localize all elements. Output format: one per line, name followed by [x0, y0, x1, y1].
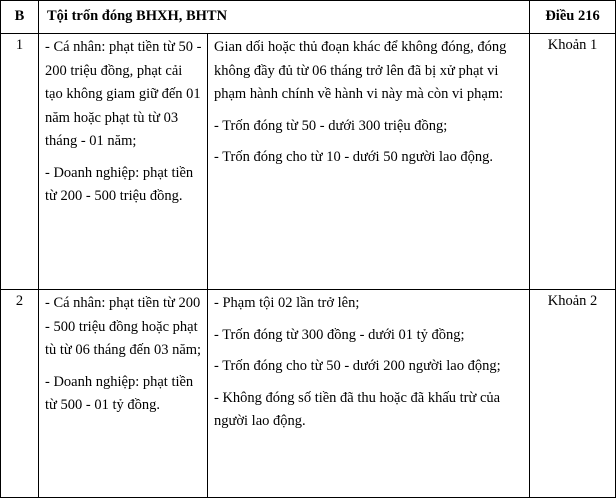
header-title: Tội trốn đóng BHXH, BHTN	[39, 1, 530, 34]
penalty-line: - Cá nhân: phạt tiền từ 200 - 500 triệu đồng hoặc phạt tù từ 06 tháng đến 03 năm;	[45, 295, 202, 358]
violation-line: - Phạm tội 02 lần trở lên;	[214, 295, 360, 311]
penalty-cell	[39, 34, 208, 290]
clause-cell: Khoản 2	[530, 290, 616, 498]
header-col-letter: B	[1, 1, 39, 34]
clause-cell: Khoản 1	[530, 34, 616, 290]
penalty-line: - Cá nhân: phạt tiền từ 50 - 200 triệu đồng, phạt cải tạo không giam giữ đến 01 năm hoặc phạt tù từ 03 tháng - 01 năm;	[45, 39, 202, 149]
violation-line: - Trốn đóng cho từ 50 - dưới 200 người lao động;	[214, 358, 501, 374]
violation-cell	[208, 290, 530, 498]
penalty-cell	[39, 290, 208, 498]
row-number: 2	[1, 290, 39, 498]
violation-line: - Trốn đóng cho từ 10 - dưới 50 người lao động.	[214, 149, 493, 165]
violation-line: Gian dối hoặc thủ đoạn khác để không đóng, đóng không đầy đủ từ 06 tháng trở lên đã bị xử phạt vi phạm hành chính về hành vi này mà còn vi phạm:	[214, 39, 507, 102]
row-number: 1	[1, 34, 39, 290]
violation-line: - Trốn đóng từ 50 - dưới 300 triệu đồng;	[214, 117, 448, 134]
violation-line: - Trốn đóng từ 300 đồng - dưới 01 tỷ đồng;	[214, 326, 465, 343]
penalty-line: - Doanh nghiệp: phạt tiền từ 500 - 01 tỷ đồng.	[45, 373, 194, 413]
table-row	[1, 34, 616, 290]
table-header-row	[1, 1, 616, 34]
penalty-line: - Doanh nghiệp: phạt tiền từ 200 - 500 triệu đồng.	[45, 164, 194, 204]
table-row	[1, 290, 616, 498]
header-article: Điều 216	[530, 1, 616, 34]
violation-line: - Không đóng số tiền đã thu hoặc đã khấu trừ của người lao động.	[214, 389, 501, 429]
violation-cell	[208, 34, 530, 290]
